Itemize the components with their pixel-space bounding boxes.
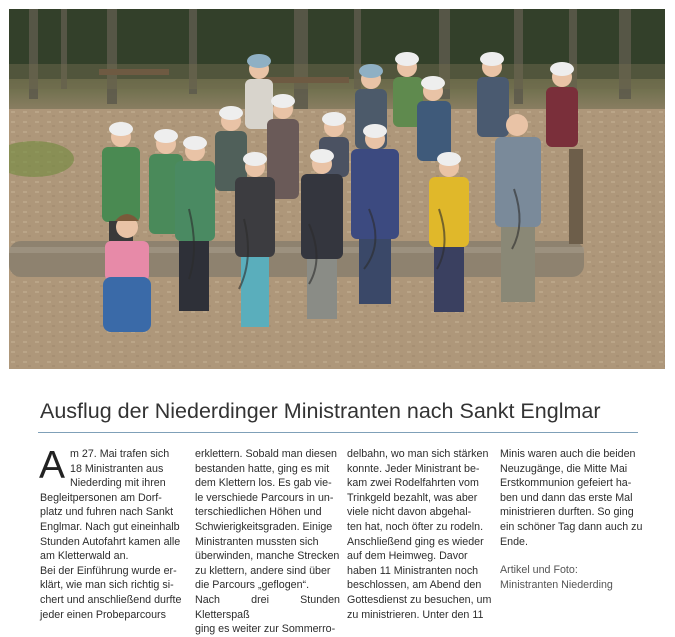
text-line: jeder einen Probeparcours xyxy=(40,608,166,621)
text-line: haben 11 Ministranten noch xyxy=(347,564,479,577)
text-line: Schwierigkeitsgraden. Einige xyxy=(195,520,333,533)
text-line: ministrieren durften. So ging xyxy=(500,506,634,519)
text-line: Erstkommunion gefeiert ha- xyxy=(500,477,632,490)
text-line: Nach drei Stunden Kletterspaß xyxy=(195,593,340,621)
article-column-4 xyxy=(500,447,645,592)
article-column-2 xyxy=(195,447,340,637)
text-line: delbahn, wo man sich stärken xyxy=(347,448,489,460)
group-photo xyxy=(9,9,665,369)
photo-illustration xyxy=(9,9,665,369)
drop-cap: A xyxy=(39,444,66,487)
text-line: ein schöner Tag dann auch zu xyxy=(500,520,643,533)
headline-divider xyxy=(38,432,638,433)
text-line: dem Klettern los. Es gab vie- xyxy=(195,477,332,490)
article-headline: Ausflug der Niederdinger Ministranten nach Sankt Englmar xyxy=(40,399,601,423)
text-line: 18 Ministranten aus xyxy=(70,462,164,475)
text-line: Neuzugänge, die Mitte Mai xyxy=(500,462,628,475)
text-line: Ministranten mussten sich xyxy=(195,535,319,548)
text-line: zu ministrieren. Unter den 11 xyxy=(347,608,484,621)
text-line: bestanden hatte, ging es mit xyxy=(195,462,330,475)
text-line: ben und dann das erste Mal xyxy=(500,491,633,504)
text-line: Begleitpersonen am Dorf- xyxy=(40,491,162,504)
text-line: Stunden Autofahrt kamen alle xyxy=(40,535,181,548)
column-text xyxy=(347,447,492,622)
article-column-1 xyxy=(39,444,185,622)
text-line: kam zwei Rodelfahrten vom xyxy=(347,477,479,490)
text-line: beschlossen, am Abend den xyxy=(347,579,482,592)
text-line: chert und anschließend durfte xyxy=(40,593,182,606)
text-line: am Kletterwald an. xyxy=(40,550,129,563)
text-line: Minis waren auch die beiden xyxy=(500,448,636,460)
column-text xyxy=(195,447,340,637)
text-line: konnte. Jeder Ministrant be- xyxy=(347,462,480,475)
text-line: Trinkgeld bezahlt, was aber xyxy=(347,491,478,504)
text-line: ten hat, noch öfter zu rodeln. xyxy=(347,520,484,533)
article-column-3 xyxy=(347,447,492,622)
text-line: klärt, wie man sich richtig si- xyxy=(40,579,174,592)
credit-label: Artikel und Foto: xyxy=(500,564,578,577)
text-line: m 27. Mai trafen sich xyxy=(70,448,170,460)
text-line: Bei der Einführung wurde er- xyxy=(40,564,177,577)
text-line: Englmar. Nach gut eineinhalb xyxy=(40,520,180,533)
text-line: erklettern. Sobald man diesen xyxy=(195,448,337,460)
text-line: Niederding mit ihren xyxy=(70,477,166,490)
text-line: Ende. xyxy=(500,535,528,548)
text-line: die Parcours „geflogen“. xyxy=(195,579,310,592)
credit-name: Ministranten Niederding xyxy=(500,578,613,591)
text-line: terschiedlichen Höhen und xyxy=(195,506,322,519)
text-line: auf dem Heimweg. Davor xyxy=(347,550,468,563)
text-line: zu klettern, andere sind über xyxy=(195,564,331,577)
text-line: viele nicht davon abgehal- xyxy=(347,506,472,519)
text-line: platz und fuhren nach Sankt xyxy=(40,506,174,519)
column-text xyxy=(500,447,645,549)
text-line: Gottesdienst zu besuchen, um xyxy=(347,593,492,606)
text-line: ging es weiter zur Sommerro- xyxy=(195,623,336,636)
photo-credit xyxy=(500,563,645,592)
text-line: überwinden, manche Strecken xyxy=(195,550,340,563)
text-line: Anschließend ging es wieder xyxy=(347,535,484,548)
text-line: le verschiede Parcours in un- xyxy=(195,491,334,504)
